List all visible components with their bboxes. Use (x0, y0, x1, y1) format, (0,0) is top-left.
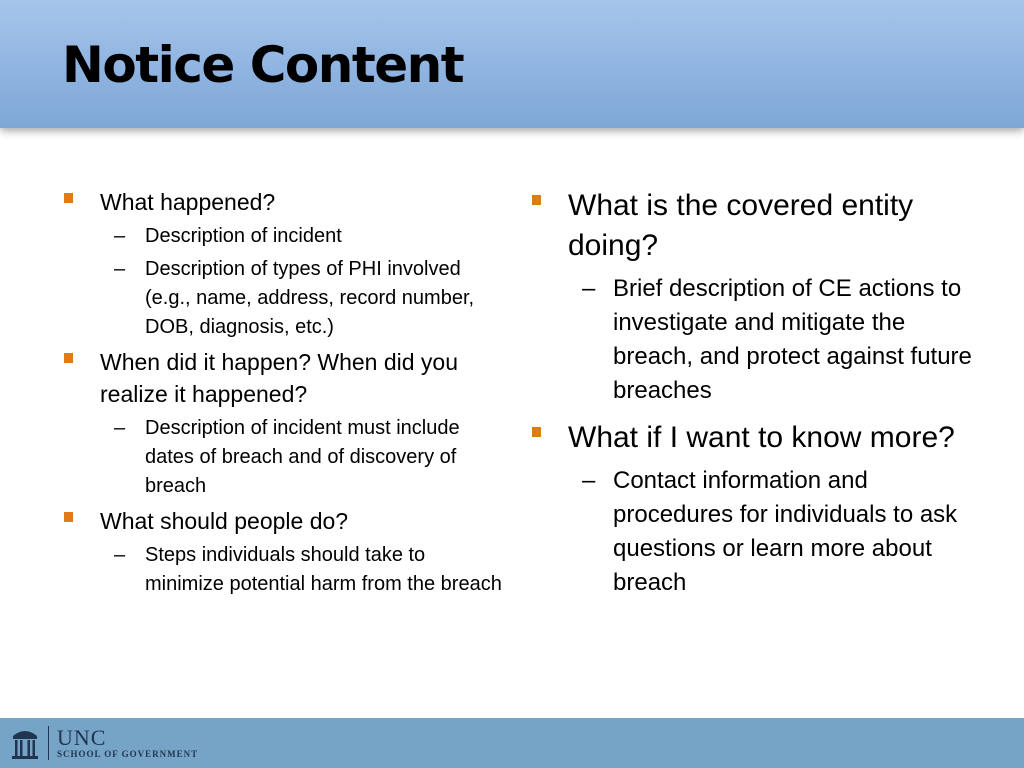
bullet-square-icon (532, 427, 541, 437)
old-well-icon (10, 725, 40, 761)
bullet-text: When did it happen? When did you realize it happened? (100, 349, 459, 407)
unc-logo (10, 724, 198, 762)
dash-icon: – (114, 225, 126, 247)
bullet-text: What happened? (100, 189, 276, 215)
sub-bullet-item (530, 464, 980, 600)
bullet-item (62, 186, 502, 218)
right-column (530, 186, 980, 610)
sub-bullet-item (530, 272, 980, 408)
slide-footer (0, 718, 1024, 768)
dash-icon: – (582, 467, 596, 494)
bullet-item (530, 418, 980, 458)
logo-separator (48, 726, 49, 760)
bullet-item (530, 186, 980, 266)
slide-title: Notice Content (62, 36, 464, 94)
bullet-square-icon (64, 353, 73, 363)
dash-icon: – (114, 258, 126, 280)
slide-header (0, 0, 1024, 128)
sub-bullet-item (62, 541, 502, 599)
sub-bullet-item (62, 222, 502, 251)
bullet-square-icon (64, 512, 73, 522)
dash-icon: – (114, 544, 126, 566)
bullet-item (62, 346, 502, 410)
left-column (62, 186, 502, 603)
sub-bullet-text: Description of types of PHI involved (e.g., name, address, record number, DOB, diagnosis, etc.) (145, 258, 475, 338)
sub-bullet-text: Brief description of CE actions to investigate and mitigate the breach, and protect against future breaches (613, 275, 972, 404)
bullet-square-icon (532, 195, 541, 205)
bullet-item (62, 505, 502, 537)
sub-bullet-text: Description of incident (145, 225, 342, 247)
sub-bullet-text: Steps individuals should take to minimize potential harm from the breach (145, 544, 502, 595)
dash-icon: – (582, 275, 596, 302)
sub-bullet-text: Description of incident must include dates of breach and of discovery of breach (145, 417, 460, 497)
logo-text (57, 724, 199, 760)
sub-bullet-item (62, 255, 502, 342)
bullet-text: What is the covered entity doing? (568, 189, 914, 262)
bullet-text: What if I want to know more? (568, 421, 955, 454)
dash-icon: – (114, 417, 126, 439)
logo-title: UNC (57, 724, 107, 750)
bullet-text: What should people do? (100, 508, 349, 534)
sub-bullet-item (62, 414, 502, 501)
bullet-square-icon (64, 193, 73, 203)
sub-bullet-text: Contact information and procedures for individuals to ask questions or learn more about breach (613, 467, 958, 596)
logo-subtitle: SCHOOL OF GOVERNMENT (57, 748, 199, 759)
